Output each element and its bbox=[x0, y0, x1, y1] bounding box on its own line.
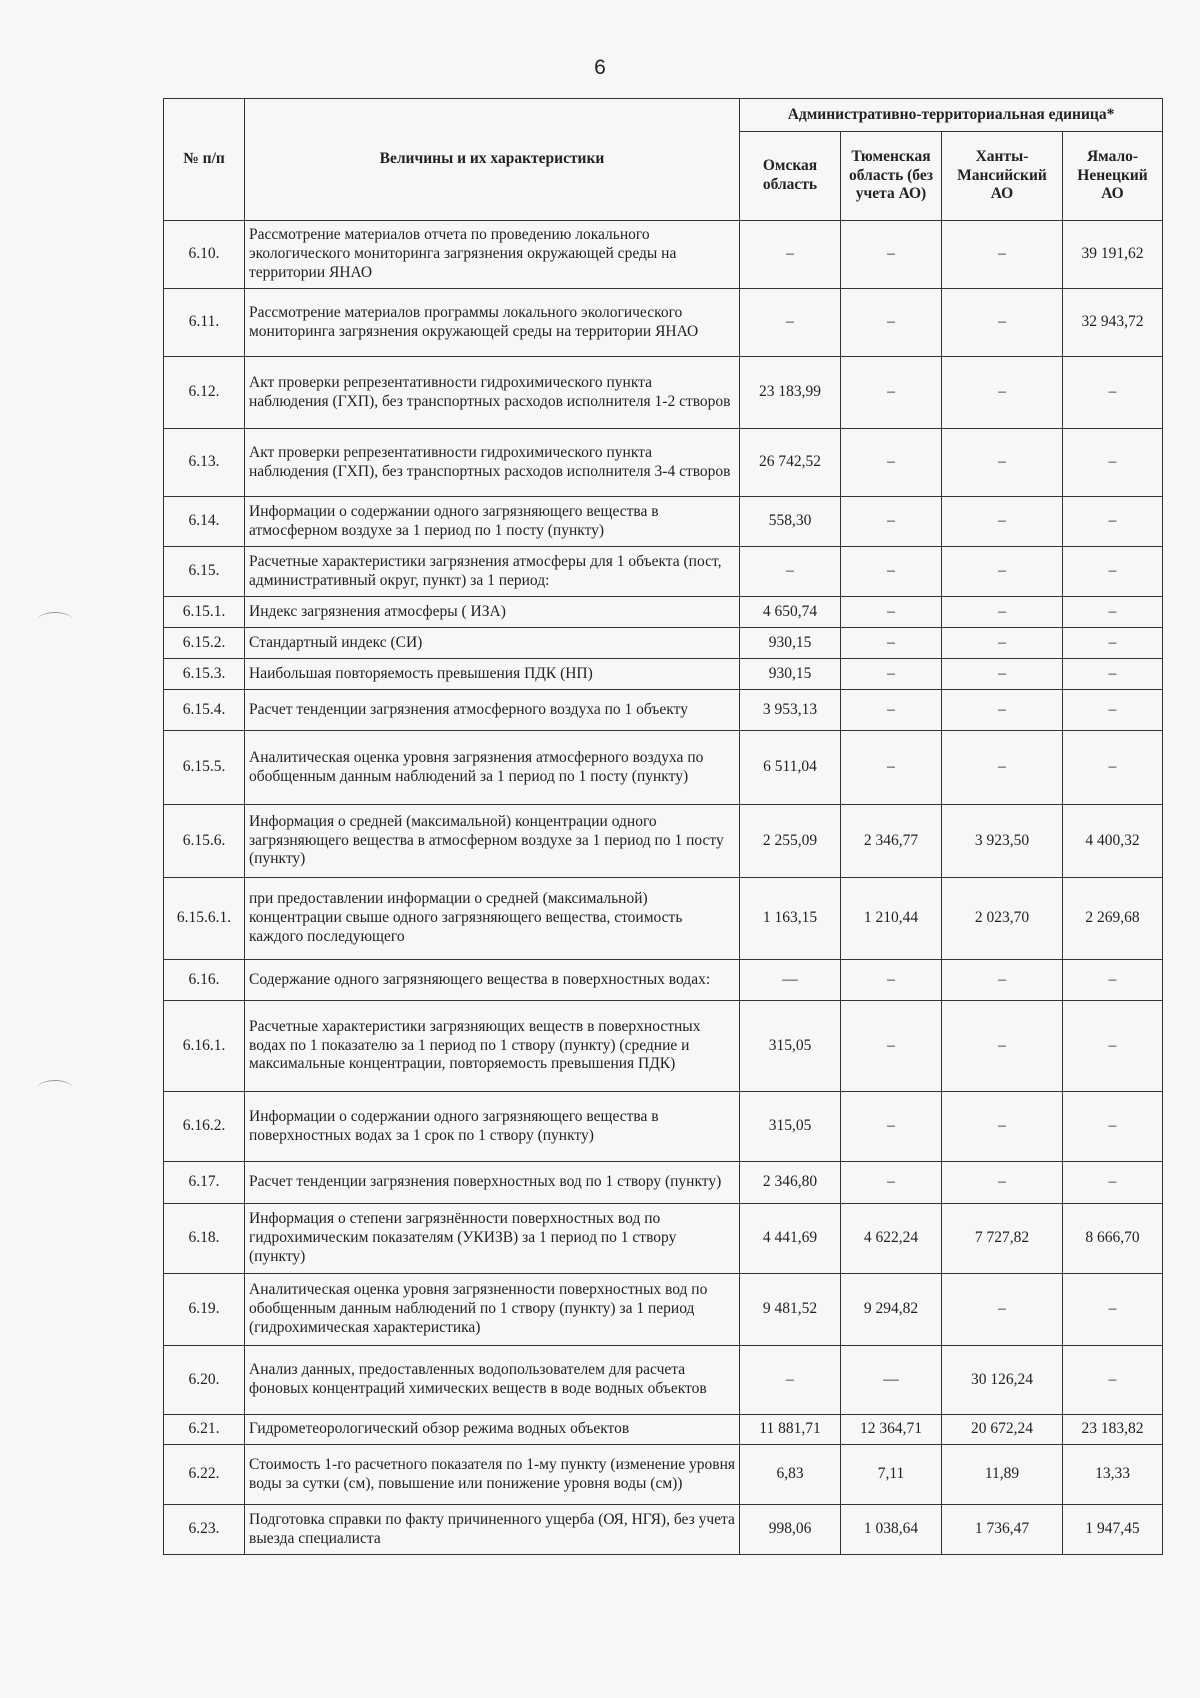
row-description: Рассмотрение материалов программы локального экологического мониторинга загрязнения окружающей среды на территории ЯНАО bbox=[245, 289, 740, 357]
row-value: – bbox=[1063, 731, 1163, 805]
row-value: 4 441,69 bbox=[740, 1204, 841, 1274]
row-value: 998,06 bbox=[740, 1505, 841, 1555]
row-value: 315,05 bbox=[740, 1092, 841, 1162]
row-value: 32 943,72 bbox=[1063, 289, 1163, 357]
row-value: – bbox=[841, 429, 942, 497]
row-number: 6.18. bbox=[164, 1204, 245, 1274]
row-number: 6.15.2. bbox=[164, 628, 245, 659]
row-description: Стандартный индекс (СИ) bbox=[245, 628, 740, 659]
row-value: – bbox=[1063, 497, 1163, 547]
row-description: Расчет тенденции загрязнения поверхностных вод по 1 створу (пункту) bbox=[245, 1162, 740, 1204]
row-value: 7,11 bbox=[841, 1445, 942, 1505]
row-value: 930,15 bbox=[740, 628, 841, 659]
row-description: Информации о содержании одного загрязняющего вещества в поверхностных водах за 1 срок по 1 створу (пункту) bbox=[245, 1092, 740, 1162]
table-body bbox=[164, 221, 1163, 1555]
header-description: Величины и их характеристики bbox=[245, 99, 740, 221]
header-region: Омская область bbox=[740, 132, 841, 221]
row-number: 6.16.2. bbox=[164, 1092, 245, 1162]
row-value: – bbox=[942, 659, 1063, 690]
table-row bbox=[164, 1162, 1163, 1204]
row-value: – bbox=[942, 628, 1063, 659]
row-value: – bbox=[1063, 1162, 1163, 1204]
row-value: 6 511,04 bbox=[740, 731, 841, 805]
row-value: – bbox=[841, 1001, 942, 1092]
table-row bbox=[164, 731, 1163, 805]
row-value: – bbox=[841, 1162, 942, 1204]
row-value: – bbox=[942, 1092, 1063, 1162]
row-value: – bbox=[740, 547, 841, 597]
row-value: 4 400,32 bbox=[1063, 805, 1163, 878]
row-number: 6.15.5. bbox=[164, 731, 245, 805]
table-row bbox=[164, 690, 1163, 731]
row-value: – bbox=[942, 690, 1063, 731]
table-row bbox=[164, 878, 1163, 960]
row-value: 1 163,15 bbox=[740, 878, 841, 960]
row-value: 26 742,52 bbox=[740, 429, 841, 497]
row-value: 7 727,82 bbox=[942, 1204, 1063, 1274]
tariff-table bbox=[163, 98, 1163, 1555]
row-value: – bbox=[1063, 1346, 1163, 1415]
row-value: 930,15 bbox=[740, 659, 841, 690]
header-region: Тюменская область (без учета АО) bbox=[841, 132, 942, 221]
page-number: 6 bbox=[594, 56, 606, 79]
table-row bbox=[164, 221, 1163, 289]
row-value: – bbox=[1063, 547, 1163, 597]
row-value: 1 947,45 bbox=[1063, 1505, 1163, 1555]
row-value: 3 953,13 bbox=[740, 690, 841, 731]
row-value: 23 183,99 bbox=[740, 357, 841, 429]
row-value: 315,05 bbox=[740, 1001, 841, 1092]
row-value: 2 346,80 bbox=[740, 1162, 841, 1204]
table-row bbox=[164, 1505, 1163, 1555]
row-description: Акт проверки репрезентативности гидрохимического пункта наблюдения (ГХП), без транспортных расходов исполнителя 1-2 створов bbox=[245, 357, 740, 429]
row-value: – bbox=[841, 289, 942, 357]
row-value: – bbox=[1063, 960, 1163, 1001]
row-description: Подготовка справки по факту причиненного ущерба (ОЯ, НГЯ), без учета выезда специалиста bbox=[245, 1505, 740, 1555]
row-value: – bbox=[841, 221, 942, 289]
table-row bbox=[164, 1204, 1163, 1274]
row-number: 6.15. bbox=[164, 547, 245, 597]
row-value: 9 294,82 bbox=[841, 1274, 942, 1346]
hole-punch-mark bbox=[38, 1080, 72, 1095]
row-value: 6,83 bbox=[740, 1445, 841, 1505]
row-number: 6.10. bbox=[164, 221, 245, 289]
row-value: – bbox=[841, 659, 942, 690]
row-number: 6.12. bbox=[164, 357, 245, 429]
row-description: Гидрометеорологический обзор режима водных объектов bbox=[245, 1415, 740, 1445]
row-description: Расчет тенденции загрязнения атмосферного воздуха по 1 объекту bbox=[245, 690, 740, 731]
table-row bbox=[164, 289, 1163, 357]
row-value: – bbox=[1063, 1274, 1163, 1346]
row-value: – bbox=[942, 1162, 1063, 1204]
row-value: 3 923,50 bbox=[942, 805, 1063, 878]
row-value: – bbox=[1063, 659, 1163, 690]
row-number: 6.15.6. bbox=[164, 805, 245, 878]
row-value: 9 481,52 bbox=[740, 1274, 841, 1346]
table-row bbox=[164, 805, 1163, 878]
row-description: Расчетные характеристики загрязняющих веществ в поверхностных водах по 1 показателю за 1 период по 1 створу (пункту) (средние и максимальные концентрации, повторяемость превышения ПДК) bbox=[245, 1001, 740, 1092]
row-description: Информация о средней (максимальной) концентрации одного загрязняющего вещества в атмосферном воздухе за 1 период по 1 посту (пункту) bbox=[245, 805, 740, 878]
row-value: 11,89 bbox=[942, 1445, 1063, 1505]
row-number: 6.15.6.1. bbox=[164, 878, 245, 960]
row-value: 8 666,70 bbox=[1063, 1204, 1163, 1274]
row-description: Акт проверки репрезентативности гидрохимического пункта наблюдения (ГХП), без транспортных расходов исполнителя 3-4 створов bbox=[245, 429, 740, 497]
row-value: – bbox=[942, 960, 1063, 1001]
row-value: – bbox=[942, 597, 1063, 628]
header-number: № п/п bbox=[164, 99, 245, 221]
row-description: Содержание одного загрязняющего вещества в поверхностных водах: bbox=[245, 960, 740, 1001]
table-row bbox=[164, 547, 1163, 597]
row-value: – bbox=[841, 357, 942, 429]
row-value: – bbox=[942, 1001, 1063, 1092]
table-row bbox=[164, 429, 1163, 497]
row-number: 6.16.1. bbox=[164, 1001, 245, 1092]
table-row bbox=[164, 1415, 1163, 1445]
row-number: 6.22. bbox=[164, 1445, 245, 1505]
row-value: – bbox=[942, 357, 1063, 429]
row-description: Аналитическая оценка уровня загрязнения атмосферного воздуха по обобщенным данным наблюдений за 1 период по 1 посту (пункту) bbox=[245, 731, 740, 805]
row-value: – bbox=[942, 731, 1063, 805]
row-description: Аналитическая оценка уровня загрязненности поверхностных вод по обобщенным данным наблюдений по 1 створу (пункту) за 1 период (гидрохимическая характеристика) bbox=[245, 1274, 740, 1346]
row-value: – bbox=[841, 497, 942, 547]
row-value: — bbox=[740, 960, 841, 1001]
row-value: 2 346,77 bbox=[841, 805, 942, 878]
row-value: – bbox=[1063, 1001, 1163, 1092]
header-region: Ханты-Мансийский АО bbox=[942, 132, 1063, 221]
row-value: – bbox=[942, 289, 1063, 357]
row-value: – bbox=[841, 547, 942, 597]
table-row bbox=[164, 1001, 1163, 1092]
row-description: при предоставлении информации о средней (максимальной) концентрации свыше одного загрязняющего вещества, стоимость каждого последующего bbox=[245, 878, 740, 960]
row-value: – bbox=[1063, 1092, 1163, 1162]
row-value: – bbox=[1063, 429, 1163, 497]
row-value: – bbox=[841, 731, 942, 805]
row-value: – bbox=[1063, 597, 1163, 628]
row-number: 6.15.3. bbox=[164, 659, 245, 690]
table-row bbox=[164, 357, 1163, 429]
row-value: 558,30 bbox=[740, 497, 841, 547]
row-value: – bbox=[841, 1092, 942, 1162]
table-row bbox=[164, 597, 1163, 628]
row-value: – bbox=[841, 597, 942, 628]
row-value: — bbox=[841, 1346, 942, 1415]
row-description: Наибольшая повторяемость превышения ПДК (НП) bbox=[245, 659, 740, 690]
row-number: 6.11. bbox=[164, 289, 245, 357]
row-value: – bbox=[942, 429, 1063, 497]
row-value: 4 622,24 bbox=[841, 1204, 942, 1274]
row-value: 2 023,70 bbox=[942, 878, 1063, 960]
row-value: – bbox=[1063, 690, 1163, 731]
row-value: 13,33 bbox=[1063, 1445, 1163, 1505]
row-value: – bbox=[942, 221, 1063, 289]
row-value: 23 183,82 bbox=[1063, 1415, 1163, 1445]
row-value: – bbox=[1063, 628, 1163, 659]
row-number: 6.15.4. bbox=[164, 690, 245, 731]
row-value: 39 191,62 bbox=[1063, 221, 1163, 289]
row-number: 6.14. bbox=[164, 497, 245, 547]
row-value: – bbox=[740, 221, 841, 289]
table-row bbox=[164, 628, 1163, 659]
row-number: 6.13. bbox=[164, 429, 245, 497]
row-description: Рассмотрение материалов отчета по проведению локального экологического мониторинга загрязнения окружающей среды на территории ЯНАО bbox=[245, 221, 740, 289]
row-value: – bbox=[942, 1274, 1063, 1346]
row-description: Анализ данных, предоставленных водопользователем для расчета фоновых концентраций химических веществ в воде водных объектов bbox=[245, 1346, 740, 1415]
row-value: – bbox=[841, 960, 942, 1001]
row-description: Информации о содержании одного загрязняющего вещества в атмосферном воздухе за 1 период по 1 посту (пункту) bbox=[245, 497, 740, 547]
row-value: – bbox=[841, 690, 942, 731]
row-value: 20 672,24 bbox=[942, 1415, 1063, 1445]
row-value: – bbox=[942, 547, 1063, 597]
row-value: 11 881,71 bbox=[740, 1415, 841, 1445]
row-number: 6.17. bbox=[164, 1162, 245, 1204]
row-value: 2 269,68 bbox=[1063, 878, 1163, 960]
row-value: 1 038,64 bbox=[841, 1505, 942, 1555]
row-value: – bbox=[841, 628, 942, 659]
row-description: Индекс загрязнения атмосферы ( ИЗА) bbox=[245, 597, 740, 628]
row-value: – bbox=[740, 289, 841, 357]
row-number: 6.20. bbox=[164, 1346, 245, 1415]
table-row bbox=[164, 1346, 1163, 1415]
row-value: 30 126,24 bbox=[942, 1346, 1063, 1415]
row-value: 2 255,09 bbox=[740, 805, 841, 878]
table-row bbox=[164, 659, 1163, 690]
header-region-group: Административно-территориальная единица* bbox=[740, 99, 1163, 132]
table-row bbox=[164, 497, 1163, 547]
row-description: Информация о степени загрязнённости поверхностных вод по гидрохимическим показателям (УКИЗВ) за 1 период по 1 створу (пункту) bbox=[245, 1204, 740, 1274]
row-number: 6.15.1. bbox=[164, 597, 245, 628]
row-value: – bbox=[942, 497, 1063, 547]
row-value: 1 210,44 bbox=[841, 878, 942, 960]
table-row bbox=[164, 1274, 1163, 1346]
row-value: 4 650,74 bbox=[740, 597, 841, 628]
table-row bbox=[164, 960, 1163, 1001]
row-number: 6.19. bbox=[164, 1274, 245, 1346]
header-region: Ямало-Ненецкий АО bbox=[1063, 132, 1163, 221]
row-value: – bbox=[740, 1346, 841, 1415]
row-description: Стоимость 1-го расчетного показателя по 1-му пункту (изменение уровня воды за сутки (см), повышение или понижение уровня воды (см)) bbox=[245, 1445, 740, 1505]
table-row bbox=[164, 1092, 1163, 1162]
hole-punch-mark bbox=[38, 612, 72, 627]
row-number: 6.21. bbox=[164, 1415, 245, 1445]
table-row bbox=[164, 1445, 1163, 1505]
row-number: 6.23. bbox=[164, 1505, 245, 1555]
row-number: 6.16. bbox=[164, 960, 245, 1001]
row-description: Расчетные характеристики загрязнения атмосферы для 1 объекта (пост, административный округ, пункт) за 1 период: bbox=[245, 547, 740, 597]
row-value: 1 736,47 bbox=[942, 1505, 1063, 1555]
row-value: – bbox=[1063, 357, 1163, 429]
row-value: 12 364,71 bbox=[841, 1415, 942, 1445]
